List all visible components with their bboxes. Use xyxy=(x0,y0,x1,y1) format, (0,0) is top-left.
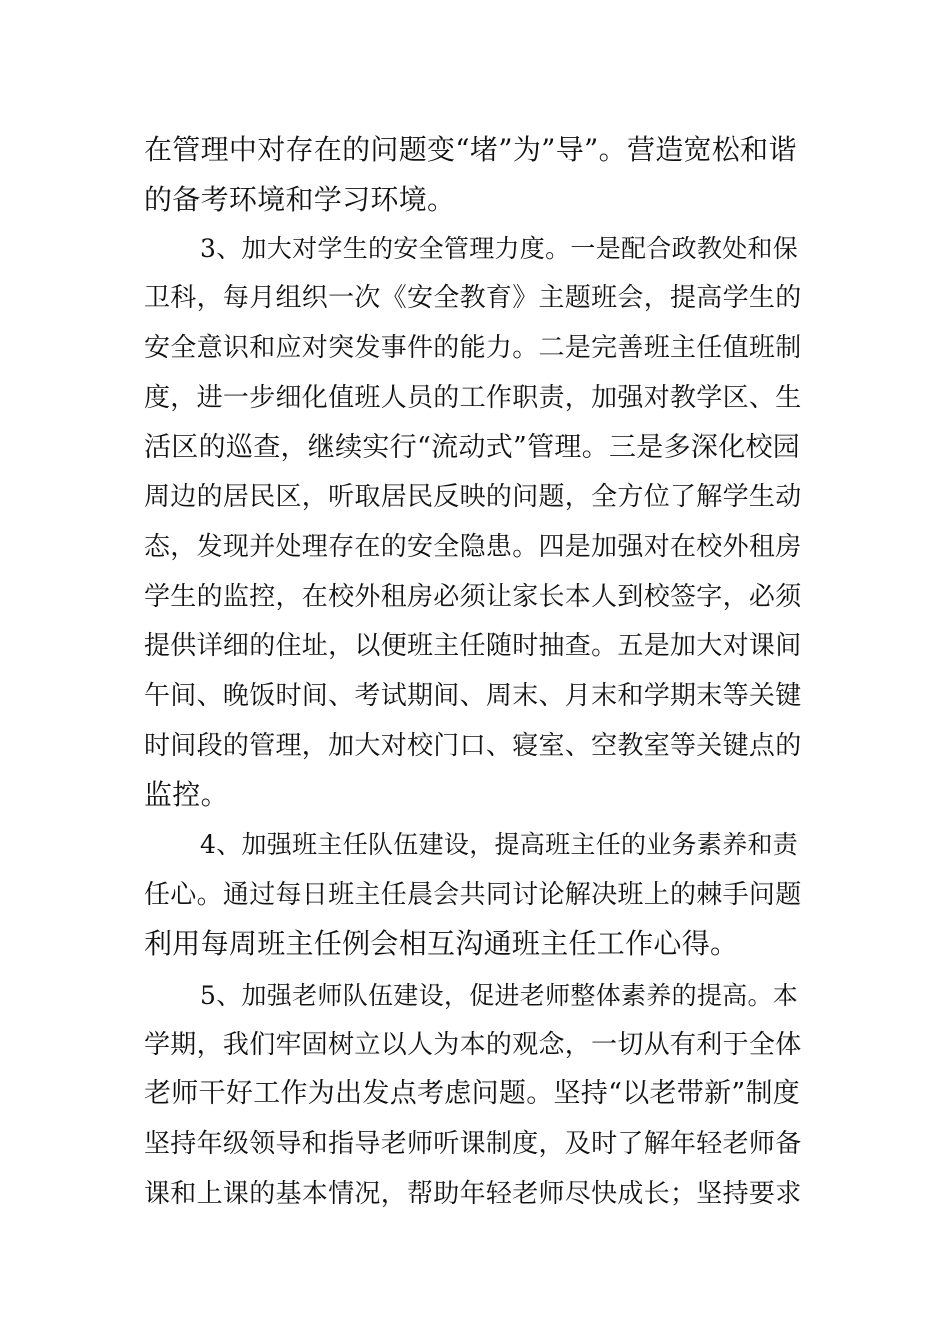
text-line: 老师干好工作为出发点考虑问题。坚持“以老带新”制度 xyxy=(144,1078,801,1109)
text-line: 周边的居民区，听取居民反映的问题，全方位了解学生动 xyxy=(144,482,802,512)
text-line: 利用每周班主任例会相互沟通班主任工作心得。 xyxy=(144,927,739,960)
text-line: 的备考环境和学习环境。 xyxy=(144,183,456,216)
text-line: 课和上课的基本情况，帮助年轻老师尽快成长；坚持要求 xyxy=(144,1179,802,1209)
text-line: 安全意识和应对突发事件的能力。二是完善班主任值班制 xyxy=(144,333,802,363)
text-line: 时间段的管理，加大对校门口、寝室、空教室等关键点的 xyxy=(144,731,802,761)
text-line: 提供详细的住址，以便班主任随时抽查。五是加大对课间 xyxy=(144,631,802,661)
text-line: 任心。通过每日班主任晨会共同讨论解决班上的棘手问题 xyxy=(144,880,802,910)
text-line: 午间、晚饭时间、考试期间、周末、月末和学期末等关键 xyxy=(144,681,802,711)
text-line: 学生的监控，在校外租房必须让家长本人到校签字，必须 xyxy=(144,582,802,612)
text-line: 学期，我们牢固树立以人为本的观念，一切从有利于全体 xyxy=(144,1030,802,1060)
text-line: 监控。 xyxy=(144,778,229,811)
paragraph-5-start: 5、加强老师队伍建设，促进老师整体素养的提高。本 xyxy=(200,981,799,1010)
text-line: 坚持年级领导和指导老师听课制度，及时了解年轻老师备 xyxy=(144,1129,802,1159)
text-line: 在管理中对存在的问题变“堵”为”导”。营造宽松和谐 xyxy=(144,133,797,166)
paragraph-4-start: 4、加强班主任队伍建设，提高班主任的业务素养和责 xyxy=(200,830,799,859)
text-line: 活区的巡查，继续实行“流动式”管理。三是多深化校园 xyxy=(144,432,801,463)
text-line: 度，进一步细化值班人员的工作职责，加强对教学区、生 xyxy=(144,383,802,413)
text-line: 卫科，每月组织一次《安全教育》主题班会，提高学生的 xyxy=(144,283,802,313)
paragraph-3-start: 3、加大对学生的安全管理力度。一是配合政教处和保 xyxy=(200,234,799,263)
text-line: 态，发现并处理存在的安全隐患。四是加强对在校外租房 xyxy=(144,532,802,562)
